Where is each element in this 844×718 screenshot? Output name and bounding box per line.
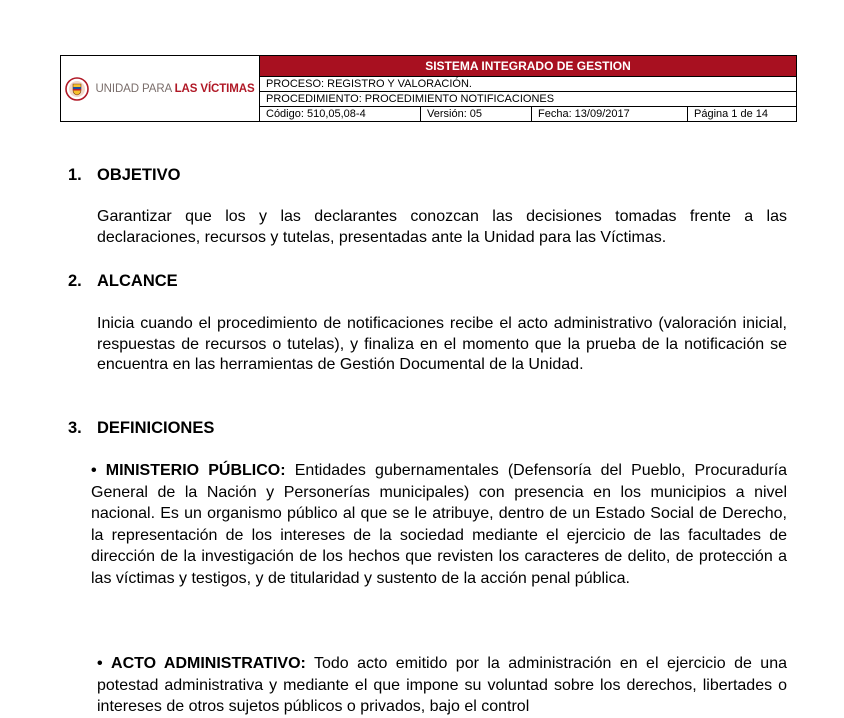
section-text-objetivo: Garantizar que los y las declarantes conozcan las decisiones tomadas frente a las declaraciones, recursos y tutelas, presentadas ante la Unidad para las Víctimas. [97, 208, 787, 246]
coat-of-arms-icon [65, 77, 89, 101]
definition-ministerio-publico [91, 460, 787, 589]
section-heading-alcance [68, 272, 178, 291]
document-date: Fecha: 13/09/2017 [532, 107, 688, 121]
procedure-label: PROCEDIMIENTO: PROCEDIMIENTO NOTIFICACIONES [260, 92, 796, 107]
section-heading-objetivo [68, 166, 180, 185]
page-number: Página 1 de 14 [694, 108, 769, 120]
document-version: Versión: 05 [421, 107, 532, 121]
bullet-icon: • [91, 462, 97, 479]
section-title: DEFINICIONES [97, 419, 215, 437]
definition-acto-administrativo [97, 653, 787, 718]
document-header [60, 55, 797, 122]
document-code: Código: 510,05,08-4 [260, 107, 421, 121]
definition-text: Todo acto emitido por la administración en el ejercicio de una potestad administrativa y mediante el que impone su voluntad sobre los derechos, libertades o intereses de otros sujetos públicos o privados, bajo el control [97, 655, 787, 715]
definition-text: Entidades gubernamentales (Defensoría del Pueblo, Procuraduría General de la Nación y Personerías municipales) con presencia en los municipios a nivel nacional. Es un organismo público al que se le atribuye, dentro de un Estado Social de Derecho, la representación de los intereses de la sociedad mediante el ejercicio de las facultades de dirección de la investigación de los hechos que revisten los caracteres de delito, de protección a las víctimas y testigos, y de titularidad y sustento de la acción penal pública. [91, 462, 788, 587]
process-label: PROCESO: REGISTRO Y VALORACIÓN. [260, 77, 796, 92]
section-text-alcance: Inicia cuando el procedimiento de notificaciones recibe el acto administrativo (valoración inicial, respuestas de recursos o tutelas), y finaliza en el momento que la prueba de la notificación se encuentra en las herramientas de Gestión Documental de la Unidad. [97, 315, 787, 373]
section-number: 2. [68, 272, 82, 290]
definition-term: MINISTERIO PÚBLICO: [105, 462, 286, 479]
section-title: OBJETIVO [97, 166, 181, 184]
logo-text: UNIDAD PARA LAS VÍCTIMAS [95, 82, 255, 95]
section-title: ALCANCE [97, 272, 178, 290]
logo [61, 56, 260, 121]
section-heading-definiciones [68, 419, 214, 438]
section-number: 1. [68, 166, 82, 184]
section-number: 3. [68, 419, 82, 437]
bullet-icon: • [97, 655, 103, 672]
definition-term: ACTO ADMINISTRATIVO: [111, 655, 306, 672]
system-title: SISTEMA INTEGRADO DE GESTION [260, 56, 796, 77]
